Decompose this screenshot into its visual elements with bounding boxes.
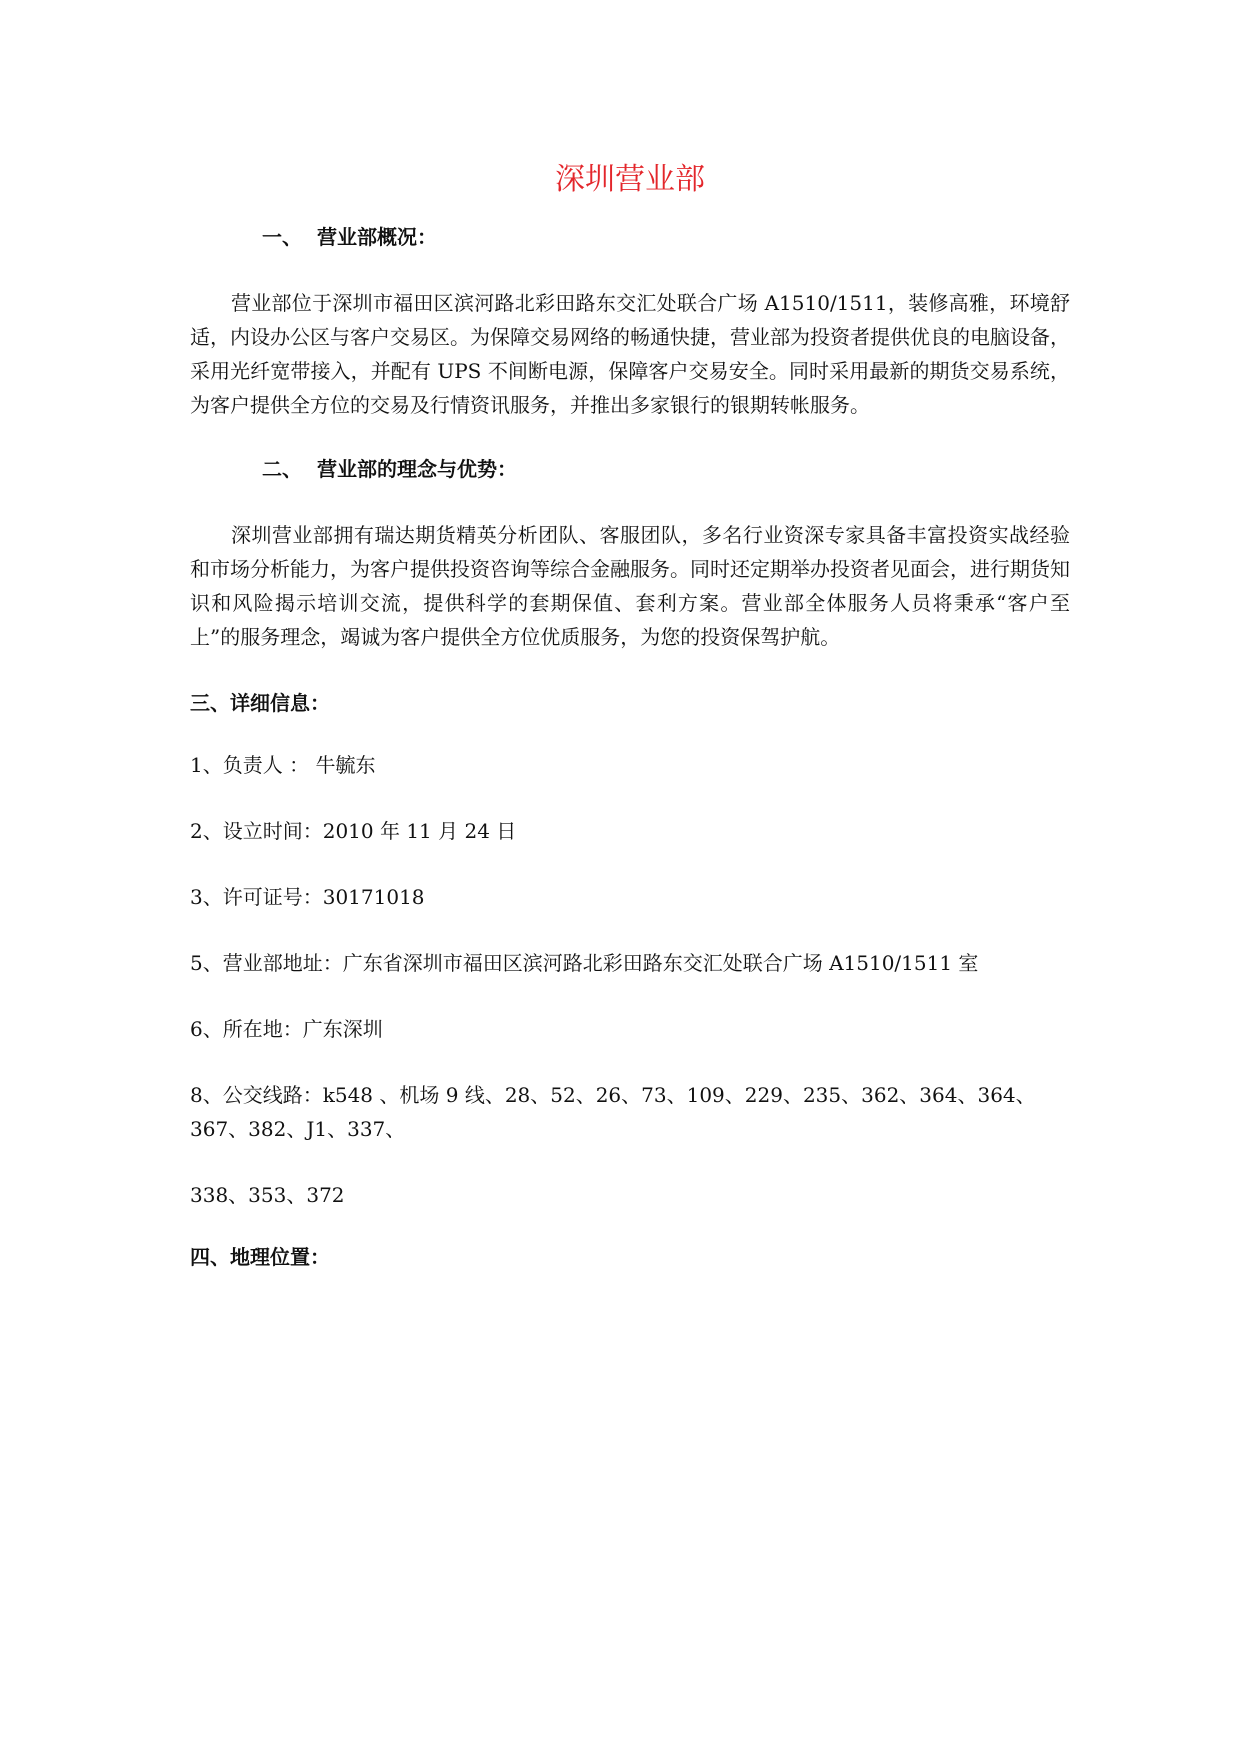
detail-item-manager: 1、负责人 ： 牛毓东 xyxy=(190,753,376,777)
section-number: 二、 xyxy=(262,457,302,481)
section-label: 营业部的理念与优势： xyxy=(317,457,517,481)
detail-item-bus-lines: 8、公交线路：k548 、机场 9 线、28、52、26、73、109、229、235、362、364、364、367、382、J1、337、 xyxy=(190,1083,1036,1141)
section-heading-location: 四、地理位置： xyxy=(190,1245,330,1269)
detail-item-address: 5、营业部地址：广东省深圳市福田区滨河路北彩田路东交汇处联合广场 A1510/1511 室 xyxy=(190,951,979,975)
detail-item-established: 2、设立时间：2010 年 11 月 24 日 xyxy=(190,819,517,843)
section-number: 一、 xyxy=(262,225,302,249)
detail-item-city: 6、所在地：广东深圳 xyxy=(190,1017,383,1041)
section-heading-overview xyxy=(190,222,1070,252)
philosophy-paragraph: 深圳营业部拥有瑞达期货精英分析团队、客服团队，多名行业资深专家具备丰富投资实战经验和市场分析能力，为客户提供投资咨询等综合金融服务。同时还定期举办投资者见面会，进行期货知识和风险揭示培训交流，提供科学的套期保值、套利方案。营业部全体服务人员将秉承“客户至上”的服务理念，竭诚为客户提供全方位优质服务，为您的投资保驾护航。 xyxy=(190,523,1070,649)
detail-item-bus-lines-continued: 338、353、372 xyxy=(190,1183,345,1207)
section-heading-philosophy xyxy=(190,454,1070,484)
section-label: 营业部概况： xyxy=(317,225,437,249)
overview-paragraph: 营业部位于深圳市福田区滨河路北彩田路东交汇处联合广场 A1510/1511，装修高雅，环境舒适，内设办公区与客户交易区。为保障交易网络的畅通快捷，营业部为投资者提供优良的电脑设备，采用光纤宽带接入，并配有 UPS 不间断电源，保障客户交易安全。同时采用最新的期货交易系统，为客户提供全方位的交易及行情资讯服务，并推出多家银行的银期转帐服务。 xyxy=(190,291,1070,417)
detail-item-license: 3、许可证号：30171018 xyxy=(190,885,425,909)
document-content xyxy=(190,160,1070,1272)
page-title: 深圳营业部 xyxy=(555,162,705,197)
section-heading-details: 三、详细信息： xyxy=(190,691,330,715)
